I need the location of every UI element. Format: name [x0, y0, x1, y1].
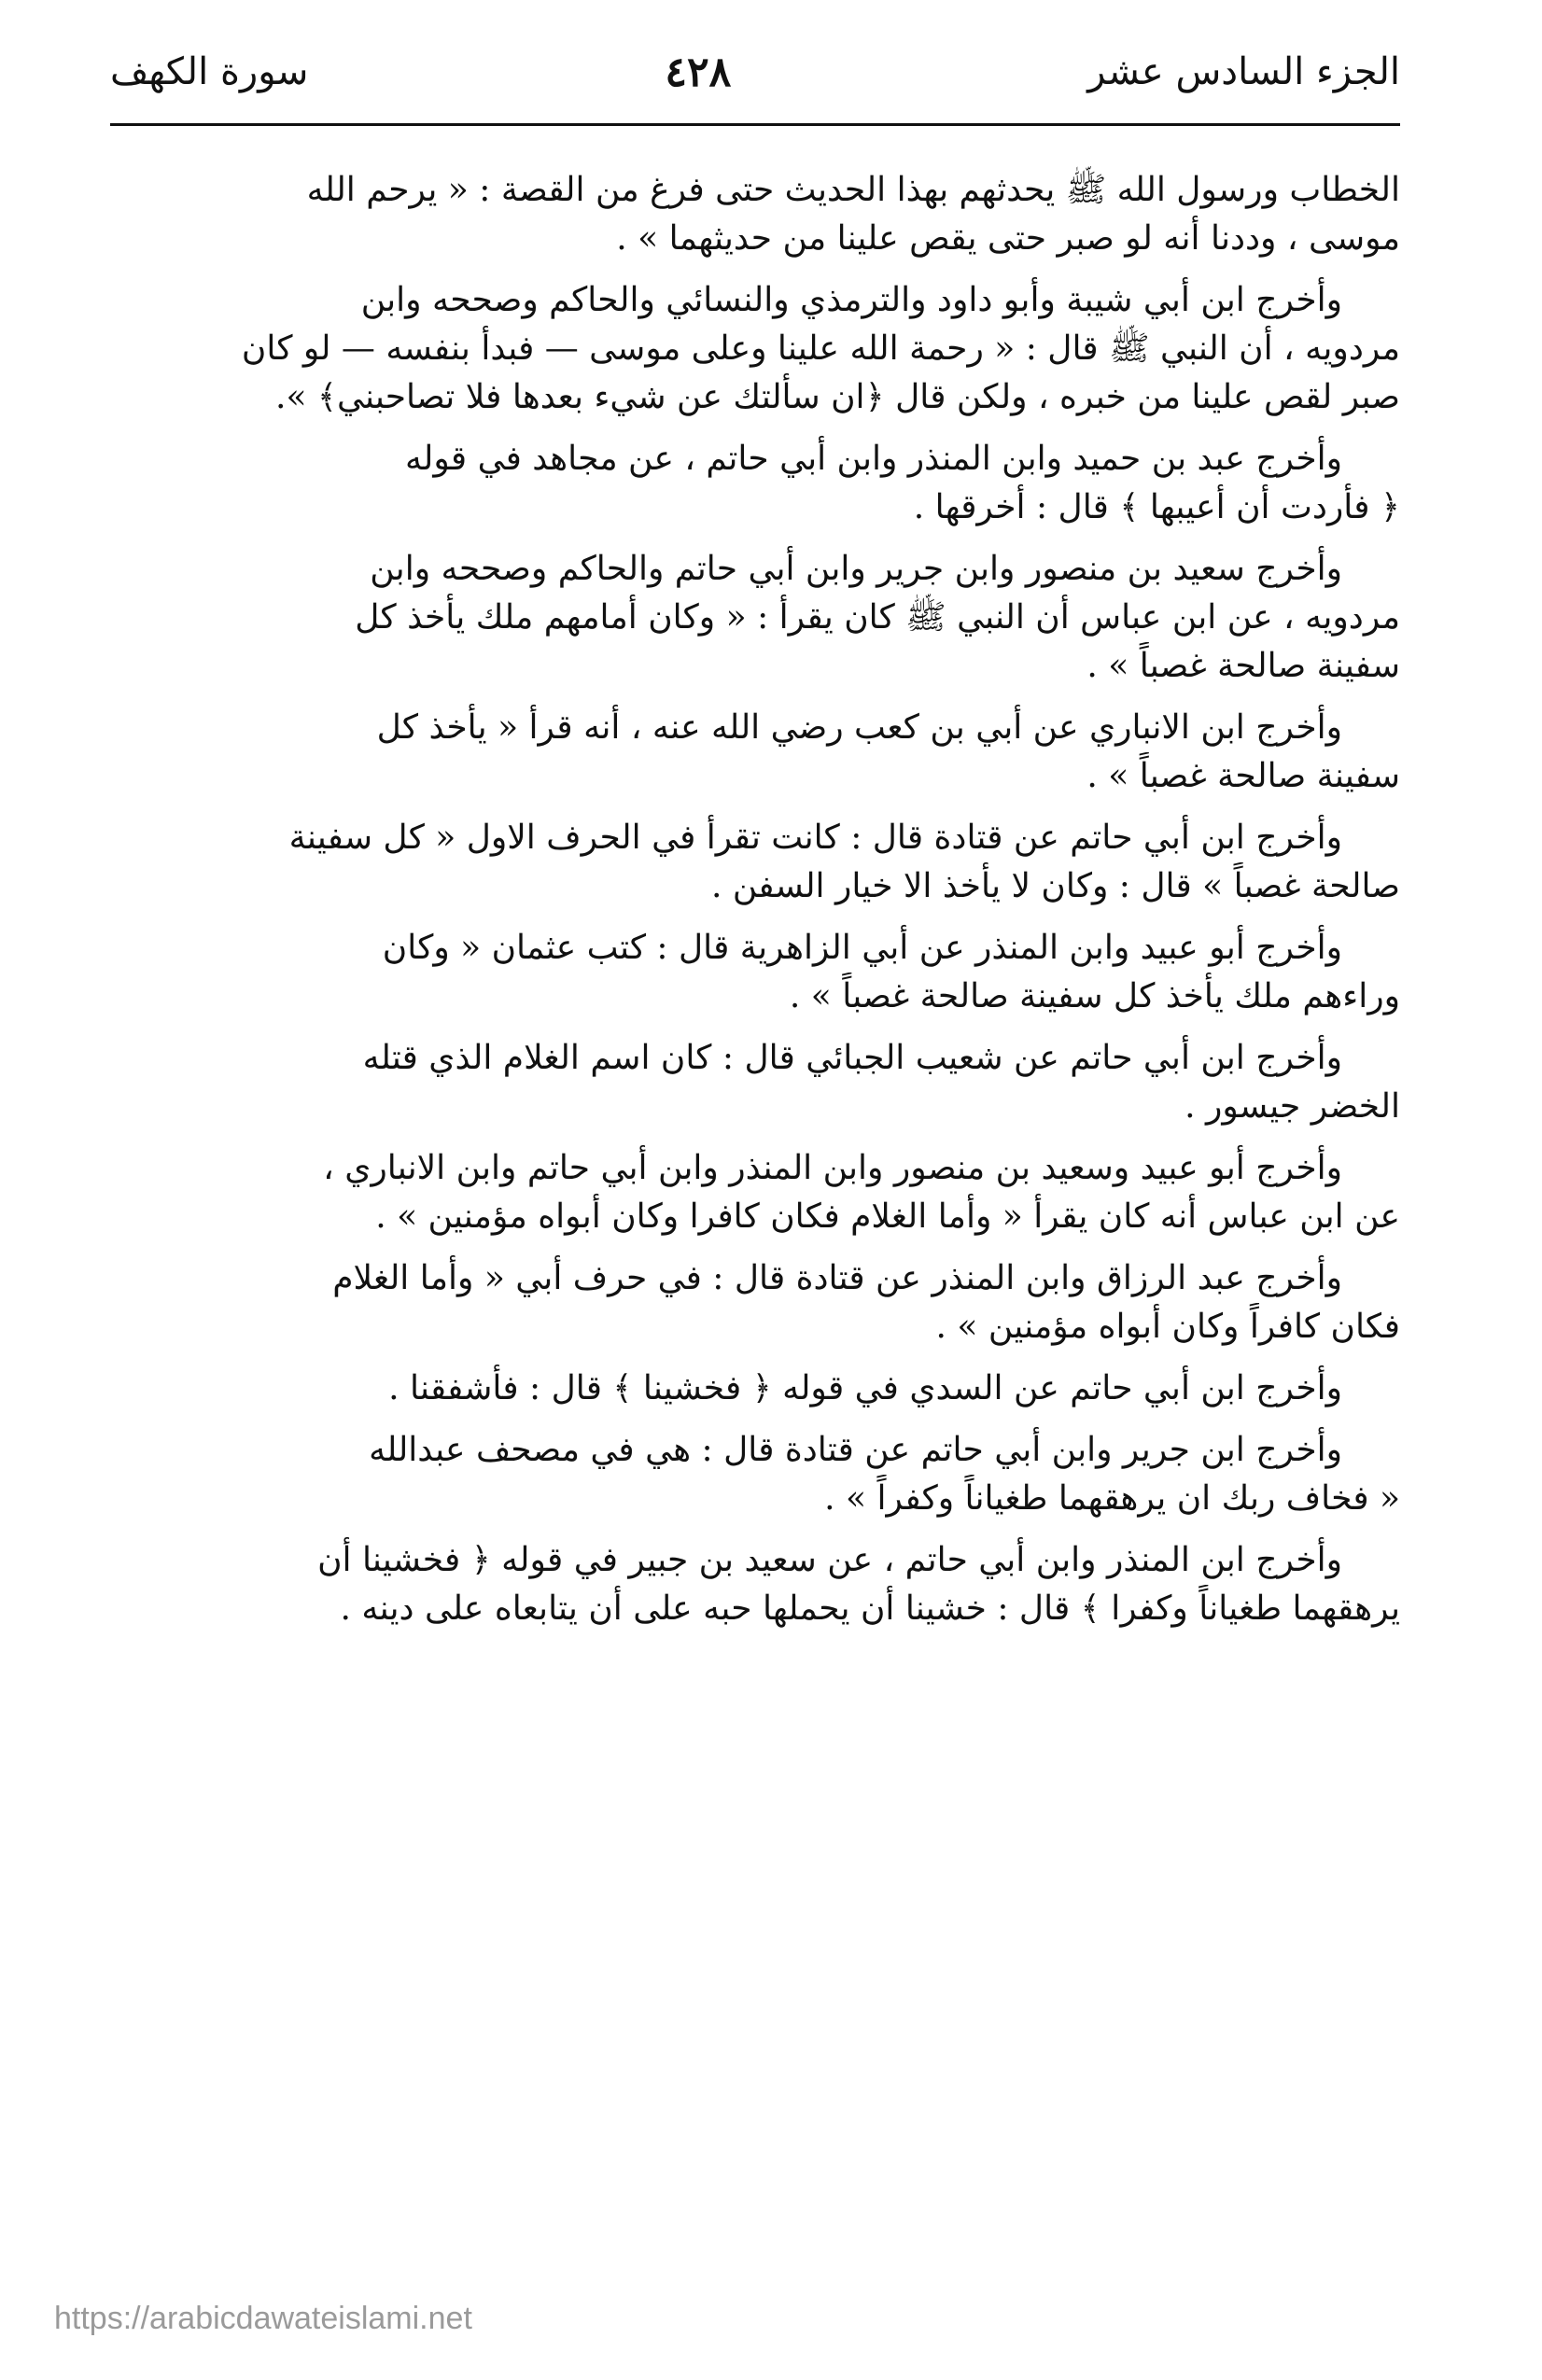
text-line: وأخرج عبد الرزاق وابن المنذر عن قتادة قال : في حرف أبي « وأما الغلام — [332, 1259, 1342, 1297]
text-line: وأخرج ابن أبي شيبة وأبو داود والترمذي والنسائي والحاكم وصححه وابن — [360, 281, 1342, 319]
text-line: الخطاب ورسول الله ﷺ يحدثهم بهذا الحديث حتى فرغ من القصة : « يرحم الله — [306, 171, 1400, 209]
paragraph — [110, 1536, 1400, 1633]
paragraph — [110, 704, 1400, 801]
paragraph — [110, 924, 1400, 1021]
source-watermark: https://arabicdawateislami.net — [54, 2301, 472, 2336]
paragraph — [110, 276, 1400, 422]
text-line: وأخرج عبد بن حميد وابن المنذر وابن أبي حاتم ، عن مجاهد في قوله — [405, 440, 1342, 478]
text-line: وأخرج ابن أبي حاتم عن شعيب الجبائي قال : كان اسم الغلام الذي قتله — [362, 1039, 1342, 1077]
header-rule — [110, 123, 1400, 126]
text-line: وأخرج ابن أبي حاتم عن السدي في قوله ﴿ فخشينا ﴾ قال : فأشفقنا . — [388, 1369, 1342, 1407]
text-line: وأخرج أبو عبيد وسعيد بن منصور وابن المنذر وابن أبي حاتم وابن الانباري ، — [323, 1149, 1342, 1187]
page-number: ٤٢٨ — [665, 48, 732, 96]
text-line: وراءهم ملك يأخذ كل سفينة صالحة غصباً » . — [789, 977, 1400, 1015]
text-line: صبر لقص علينا من خبره ، ولكن قال ﴿ان سألتك عن شيء بعدها فلا تصاحبني﴾ ». — [275, 378, 1400, 416]
text-line: يرهقهما طغياناً وكفرا ﴾ قال : خشينا أن يحملها حبه على أن يتابعاه على دينه . — [340, 1589, 1400, 1628]
paragraph — [110, 1144, 1400, 1241]
text-line: وأخرج ابن الانباري عن أبي بن كعب رضي الله عنه ، أنه قرأ « يأخذ كل — [376, 708, 1342, 747]
text-line: وأخرج أبو عبيد وابن المنذر عن أبي الزاهرية قال : كتب عثمان « وكان — [382, 929, 1342, 967]
text-line: وأخرج سعيد بن منصور وابن جرير وابن أبي حاتم والحاكم وصححه وابن — [370, 550, 1342, 588]
surah-title: سورة الكهف — [110, 50, 309, 93]
paragraph — [110, 1426, 1400, 1523]
text-line: وأخرج ابن أبي حاتم عن قتادة قال : كانت تقرأ في الحرف الاول « كل سفينة — [288, 819, 1342, 857]
paragraph — [110, 166, 1400, 263]
running-header — [110, 32, 1400, 112]
text-line: الخضر جيسور . — [1185, 1087, 1400, 1126]
text-line: موسى ، وددنا أنه لو صبر حتى يقص علينا من حديثهما » . — [616, 219, 1400, 258]
text-line: مردويه ، أن النبي ﷺ قال : « رحمة الله علينا وعلى موسى — فبدأ بنفسه — لو كان — [241, 329, 1400, 368]
paragraph — [110, 435, 1400, 532]
paragraph — [110, 814, 1400, 911]
text-line: « فخاف ربك ان يرهقهما طغياناً وكفراً » . — [824, 1479, 1400, 1518]
paragraph — [110, 1034, 1400, 1131]
text-line: صالحة غصباً » قال : وكان لا يأخذ الا خيار السفن . — [710, 867, 1400, 905]
part-title: الجزء السادس عشر — [1087, 50, 1400, 93]
text-line: فكان كافراً وكان أبواه مؤمنين » . — [935, 1308, 1400, 1346]
text-line: عن ابن عباس أنه كان يقرأ « وأما الغلام فكان كافرا وكان أبواه مؤمنين » . — [375, 1197, 1400, 1236]
text-line: سفينة صالحة غصباً » . — [1086, 647, 1400, 685]
paragraph — [110, 1365, 1400, 1413]
paragraph — [110, 1254, 1400, 1351]
text-line: مردويه ، عن ابن عباس أن النبي ﷺ كان يقرأ : « وكان أمامهم ملك يأخذ كل — [355, 598, 1400, 637]
text-line: سفينة صالحة غصباً » . — [1086, 757, 1400, 795]
body-text — [110, 166, 1400, 1633]
text-line: وأخرج ابن المنذر وابن أبي حاتم ، عن سعيد بن جبير في قوله ﴿ فخشينا أن — [317, 1541, 1342, 1579]
text-line: وأخرج ابن جرير وابن أبي حاتم عن قتادة قال : هي في مصحف عبدالله — [369, 1431, 1342, 1469]
paragraph — [110, 545, 1400, 691]
text-line: ﴿ فأردت أن أعيبها ﴾ قال : أخرقها . — [913, 488, 1400, 526]
